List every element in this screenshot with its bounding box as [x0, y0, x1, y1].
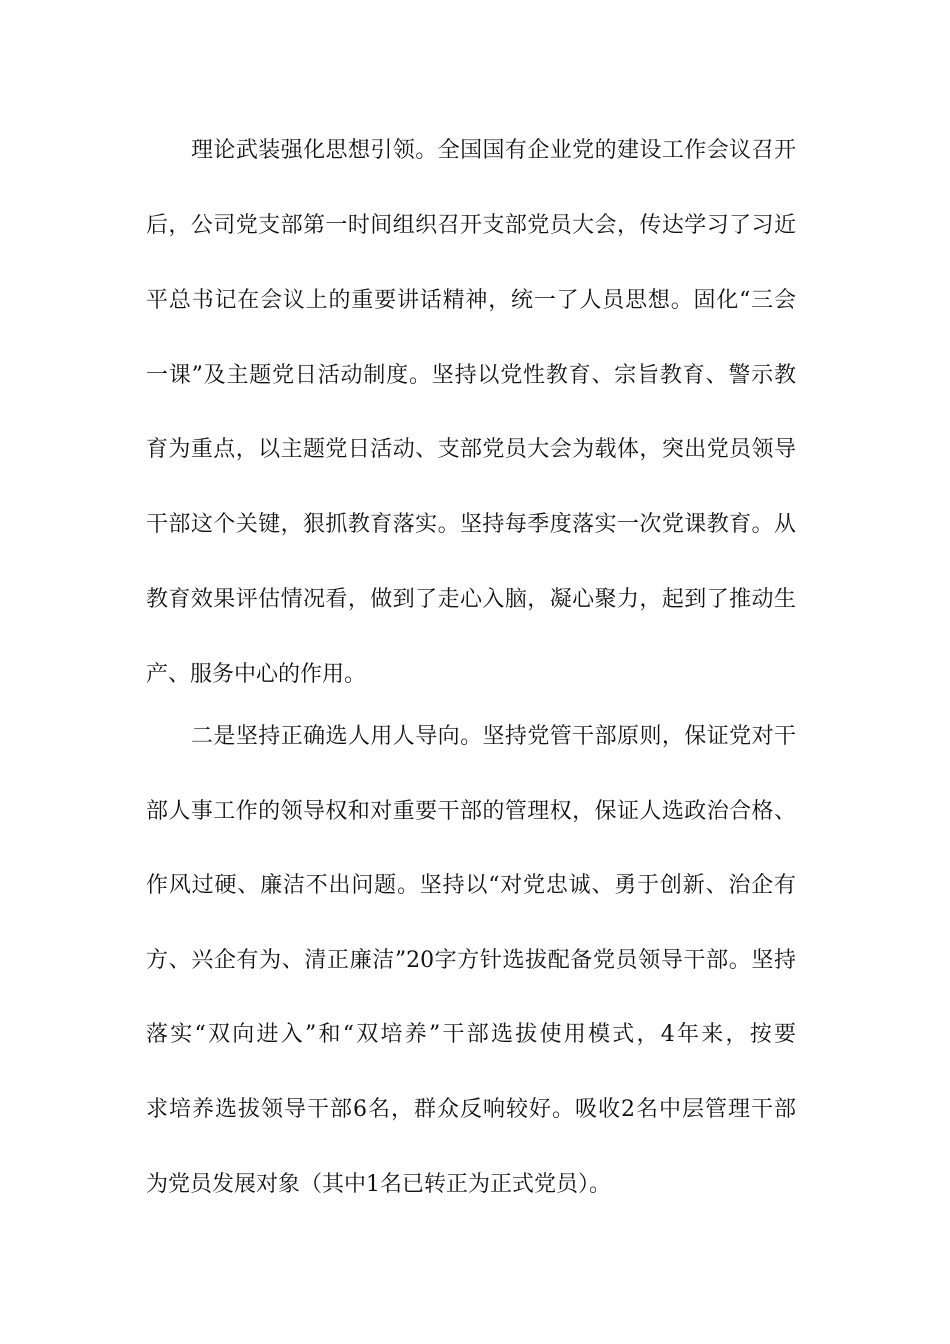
- text-line: 落实“双向进入”和“双培养”干部选拔使用模式，4年来，按要: [146, 1022, 796, 1047]
- text-line: 求培养选拔领导干部6名，群众反响较好。吸收2名中层管理干部: [146, 1097, 796, 1122]
- text-line: 二是坚持正确选人用人导向。坚持党管干部原则，保证党对干: [191, 724, 796, 749]
- text-line: 后，公司党支部第一时间组织召开支部党员大会，传达学习了习近: [146, 213, 796, 238]
- text-line: 理论武装强化思想引领。全国国有企业党的建设工作会议召开: [191, 138, 796, 163]
- text-line: 为党员发展对象（其中1名已转正为正式党员）。: [146, 1172, 611, 1197]
- text-line: 育为重点，以主题党日活动、支部党员大会为载体，突出党员领导: [146, 437, 796, 462]
- text-line: 方、兴企有为、清正廉洁”20字方针选拔配备党员领导干部。坚持: [146, 948, 796, 973]
- text-line: 作风过硬、廉洁不出问题。坚持以“对党忠诚、勇于创新、治企有: [146, 873, 796, 898]
- text-line: 部人事工作的领导权和对重要干部的管理权，保证人选政治合格、: [146, 799, 796, 824]
- text-line: 产、服务中心的作用。: [146, 662, 367, 687]
- text-line: 平总书记在会议上的重要讲话精神，统一了人员思想。固化“三会: [146, 288, 796, 313]
- text-line: 干部这个关键，狠抓教育落实。坚持每季度落实一次党课教育。从: [146, 512, 796, 537]
- text-line: 一课”及主题党日活动制度。坚持以党性教育、宗旨教育、警示教: [146, 363, 796, 388]
- text-line: 教育效果评估情况看，做到了走心入脑，凝心聚力，起到了推动生: [146, 587, 796, 612]
